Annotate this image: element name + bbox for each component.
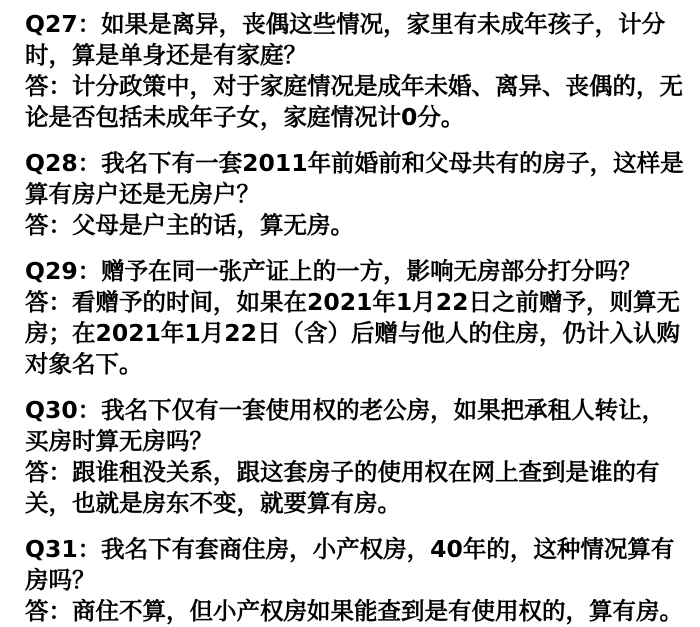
answer-text: 答：商住不算，但小产权房如果能查到是有使用权的，算有房。 [25, 597, 683, 625]
qa-block [25, 395, 688, 519]
qa-block [25, 9, 688, 133]
question-text: Q30：我名下仅有一套使用权的老公房，如果把承租人转让，买房时算无房吗？ [25, 396, 666, 455]
question-text: Q27：如果是离异，丧偶这些情况，家里有未成年孩子，计分时，算是单身还是有家庭？ [25, 10, 666, 69]
question-text: Q29：赠予在同一张产证上的一方，影响无房部分打分吗？ [25, 257, 642, 285]
question-text: Q31：我名下有套商住房，小产权房，40年的，这种情况算有房吗？ [25, 535, 675, 594]
qa-block [25, 534, 688, 627]
answer-text: 答：计分政策中，对于家庭情况是成年未婚、离异、丧偶的，无论是否包括未成年子女，家庭情况计0分。 [25, 72, 683, 131]
qa-block [25, 256, 688, 380]
answer-text: 答：跟谁租没关系，跟这套房子的使用权在网上查到是谁的有关，也就是房东不变，就要算有房。 [25, 458, 660, 517]
qa-block [25, 148, 688, 241]
answer-text: 答：父母是户主的话，算无房。 [25, 211, 354, 239]
answer-text: 答：看赠予的时间，如果在2021年1月22日之前赠予，则算无房；在2021年1月22日（含）后赠与他人的住房，仍计入认购对象名下。 [25, 288, 680, 378]
question-text: Q28：我名下有一套2011年前婚前和父母共有的房子，这样是算有房户还是无房户？ [25, 149, 684, 208]
